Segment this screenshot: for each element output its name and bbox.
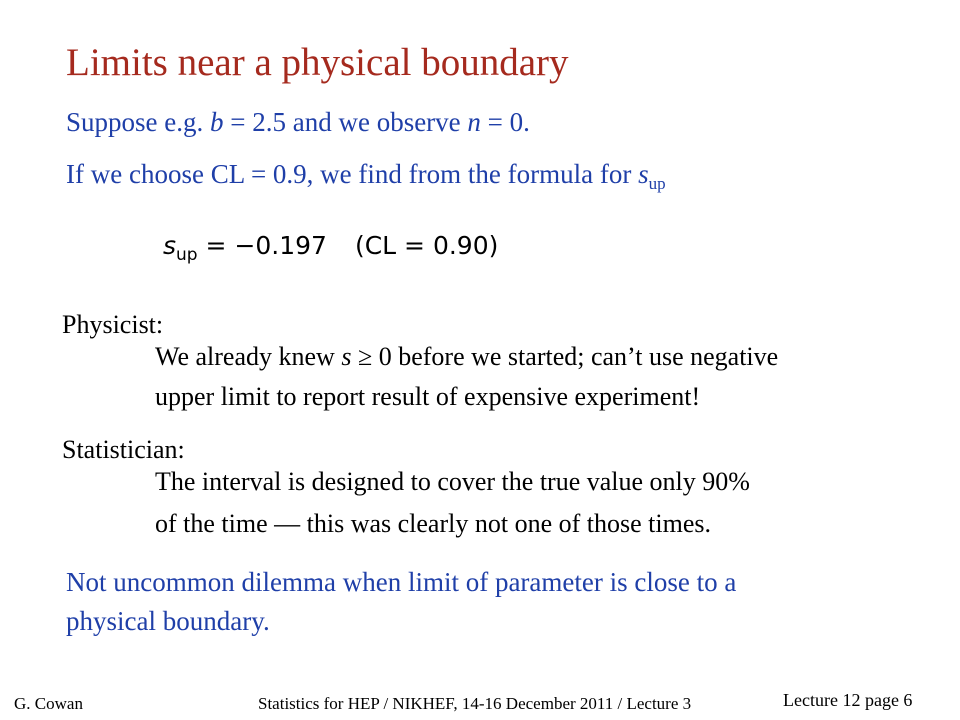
statistician-line-2: of the time — this was clearly not one of those times. xyxy=(155,509,711,538)
variable-n: n xyxy=(467,107,481,137)
conclusion-line-2: physical boundary. xyxy=(66,606,270,636)
example-statement xyxy=(66,106,530,138)
physicist-line-1 xyxy=(155,341,778,372)
example-text-mid: = 2.5 and we observe xyxy=(223,107,468,137)
physicist-line-2: upper limit to report result of expensive experiment! xyxy=(155,382,701,411)
statistician-line-1: The interval is designed to cover the true value only 90% xyxy=(155,467,750,496)
variable-s: s xyxy=(638,159,649,189)
footer-page: Lecture 12 page 6 xyxy=(783,690,913,710)
example-text-post: = 0. xyxy=(480,107,530,137)
variable-b: b xyxy=(210,107,224,137)
formula-s-up xyxy=(163,229,498,263)
slide-title: Limits near a physical boundary xyxy=(66,41,569,84)
formula-variable-s: s xyxy=(163,231,177,260)
formula-expression: = −0.197 xyxy=(197,231,327,260)
cl-statement xyxy=(66,158,666,193)
physicist-text-pre: We already knew xyxy=(155,342,342,371)
conclusion-line-1: Not uncommon dilemma when limit of parameter is close to a xyxy=(66,567,737,597)
formula-cl: (CL = 0.90) xyxy=(354,231,499,260)
physicist-heading: Physicist: xyxy=(62,310,164,339)
statistician-heading: Statistician: xyxy=(62,435,185,464)
footer-course: Statistics for HEP / NIKHEF, 14-16 December 2011 / Lecture 3 xyxy=(258,694,692,713)
physicist-variable-s: s xyxy=(341,342,352,371)
cl-text: If we choose CL = 0.9, we find from the formula for xyxy=(66,159,639,189)
footer-author: G. Cowan xyxy=(14,694,83,713)
formula-subscript-up: up xyxy=(176,245,198,265)
subscript-up: up xyxy=(648,174,666,193)
example-text-pre: Suppose e.g. xyxy=(66,107,210,137)
physicist-text-post: ≥ 0 before we started; can’t use negative xyxy=(351,342,779,371)
